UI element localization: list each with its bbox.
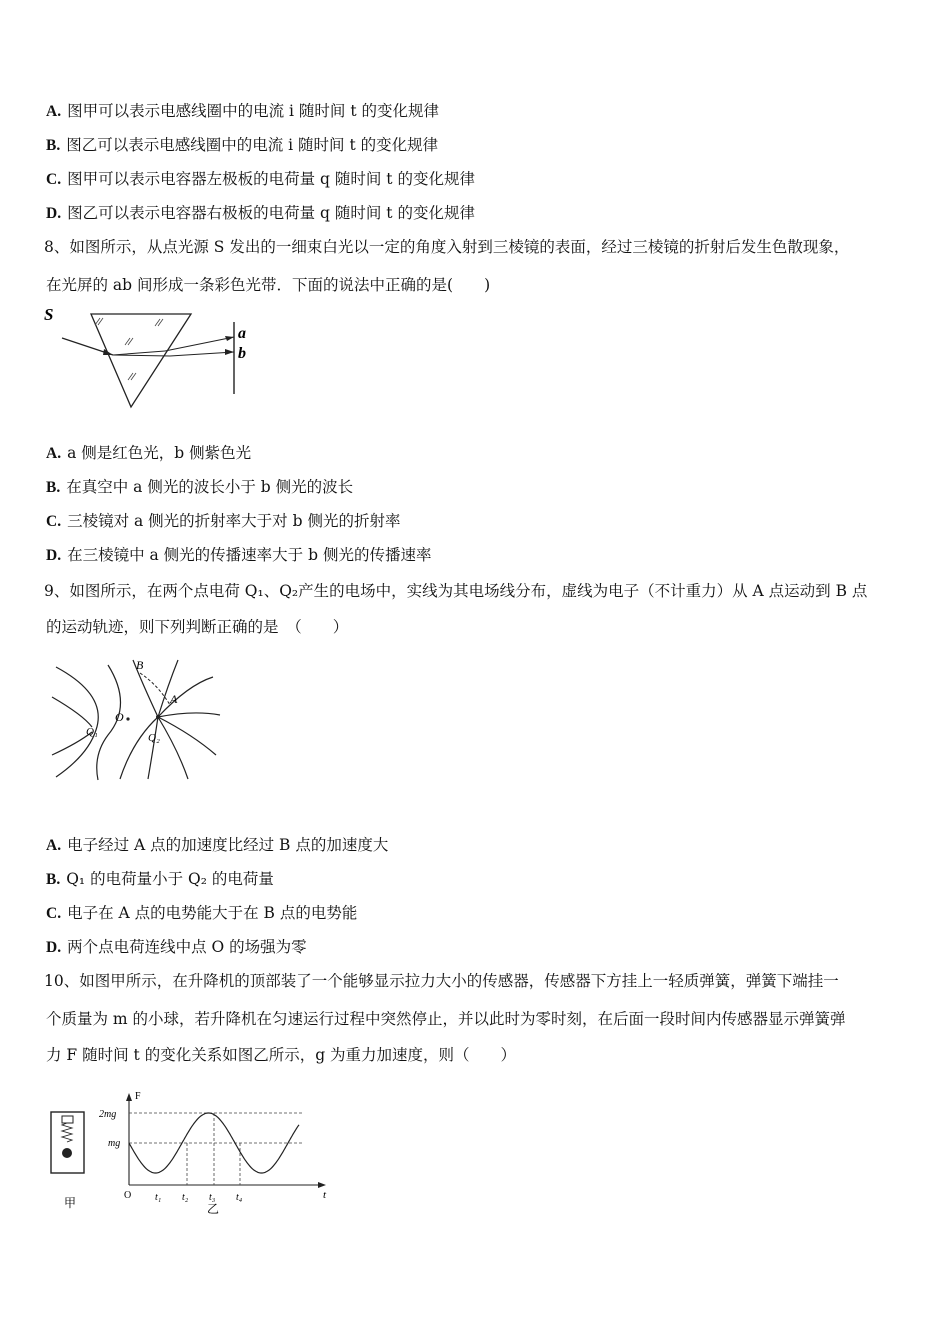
- label-jia: 甲: [64, 1196, 77, 1210]
- exit-ray-b: [170, 352, 234, 356]
- label-b: b: [238, 345, 246, 362]
- charge-q1-label: Q₁: [86, 726, 98, 738]
- tick-mg: mg: [108, 1138, 121, 1149]
- prism-figure: [40, 300, 260, 415]
- electric-field-figure: [48, 655, 223, 785]
- charge-q2-label: Q₂: [148, 732, 160, 744]
- tick-t1: t₁: [155, 1192, 162, 1203]
- spring: [62, 1123, 72, 1142]
- t-axis-label: t: [323, 1189, 327, 1201]
- tick-t2: t₂: [182, 1192, 189, 1203]
- q8-option-b: B. 在真空中 a 侧光的波长小于 b 侧光的波长: [46, 478, 354, 496]
- q9-option-b: B. Q₁ 的电荷量小于 Q₂ 的电荷量: [46, 870, 274, 888]
- q7-option-d: D. 图乙可以表示电容器右极板的电荷量 q 随时间 t 的变化规律: [46, 204, 475, 222]
- q8-option-c: C. 三棱镜对 a 侧光的折射率大于对 b 侧光的折射率: [46, 512, 401, 530]
- tick-t4: t₄: [236, 1192, 243, 1203]
- q8-option-a: A. a 侧是红色光，b 侧紫色光: [46, 444, 252, 462]
- charge-q2: [156, 715, 160, 719]
- q7-option-c: C. 图甲可以表示电容器左极板的电荷量 q 随时间 t 的变化规律: [46, 170, 475, 188]
- q9-option-c: C. 电子在 A 点的电势能大于在 B 点的电势能: [46, 904, 358, 922]
- point-b-label: B: [136, 658, 144, 672]
- prism-hatch: [95, 318, 163, 380]
- tick-t3: t₃: [209, 1192, 216, 1203]
- point-o-label: O: [115, 710, 124, 724]
- origin-label: O: [124, 1190, 132, 1201]
- f-axis-label: F: [135, 1091, 141, 1102]
- force-time-graph: [99, 1091, 327, 1203]
- refracted-ray-b: [113, 355, 170, 356]
- elevator-box: [51, 1112, 84, 1173]
- q10-stem-line1: 10、如图甲所示，在升降机的顶部装了一个能够显示拉力大小的传感器，传感器下方挂上一轻质弹簧，弹簧下端挂一: [44, 972, 839, 990]
- elevator-figure: [44, 1085, 344, 1215]
- refracted-ray-a: [113, 351, 165, 355]
- q9-option-a: A. 电子经过 A 点的加速度比经过 B 点的加速度大: [46, 836, 389, 854]
- label-yi: 乙: [207, 1202, 220, 1215]
- q8-stem-line2: 在光屏的 ab 间形成一条彩色光带．下面的说法中正确的是( ): [46, 276, 491, 294]
- q8-stem-line1: 8、如图所示，从点光源 S 发出的一细束白光以一定的角度入射到三棱镜的表面，经过三棱镜的折射后发生色散现象，: [44, 238, 850, 256]
- q9-stem-line1: 9、如图所示，在两个点电荷 Q₁、Q₂产生的电场中，实线为其电场线分布，虚线为电子（不计重力）从 A 点运动到 B 点: [44, 582, 868, 600]
- q9-option-d: D. 两个点电荷连线中点 O 的场强为零: [46, 938, 307, 956]
- sensor: [62, 1116, 73, 1123]
- q10-stem-line2: 个质量为 m 的小球，若升降机在匀速运行过程中突然停止，并以此时为零时刻，在后面一段时间内传感器显示弹簧弹: [46, 1010, 846, 1028]
- prism: [91, 314, 191, 407]
- q8-option-d: D. 在三棱镜中 a 侧光的传播速率大于 b 侧光的传播速率: [46, 546, 432, 564]
- ball: [62, 1148, 72, 1158]
- light-source-label: S: [44, 305, 54, 324]
- label-a: a: [238, 325, 246, 342]
- midpoint-o: [126, 717, 129, 720]
- electron-trajectory: [140, 673, 170, 705]
- field-lines: [52, 660, 220, 780]
- q7-option-a: A. 图甲可以表示电感线圈中的电流 i 随时间 t 的变化规律: [46, 102, 439, 120]
- point-a-label: A: [170, 692, 178, 706]
- q10-stem-line3: 力 F 随时间 t 的变化关系如图乙所示，g 为重力加速度，则（ ）: [46, 1046, 517, 1064]
- q9-stem-line2: 的运动轨迹，则下列判断正确的是 （ ）: [46, 618, 349, 636]
- tick-2mg: 2mg: [99, 1109, 117, 1120]
- q7-option-b: B. 图乙可以表示电感线圈中的电流 i 随时间 t 的变化规律: [46, 136, 439, 154]
